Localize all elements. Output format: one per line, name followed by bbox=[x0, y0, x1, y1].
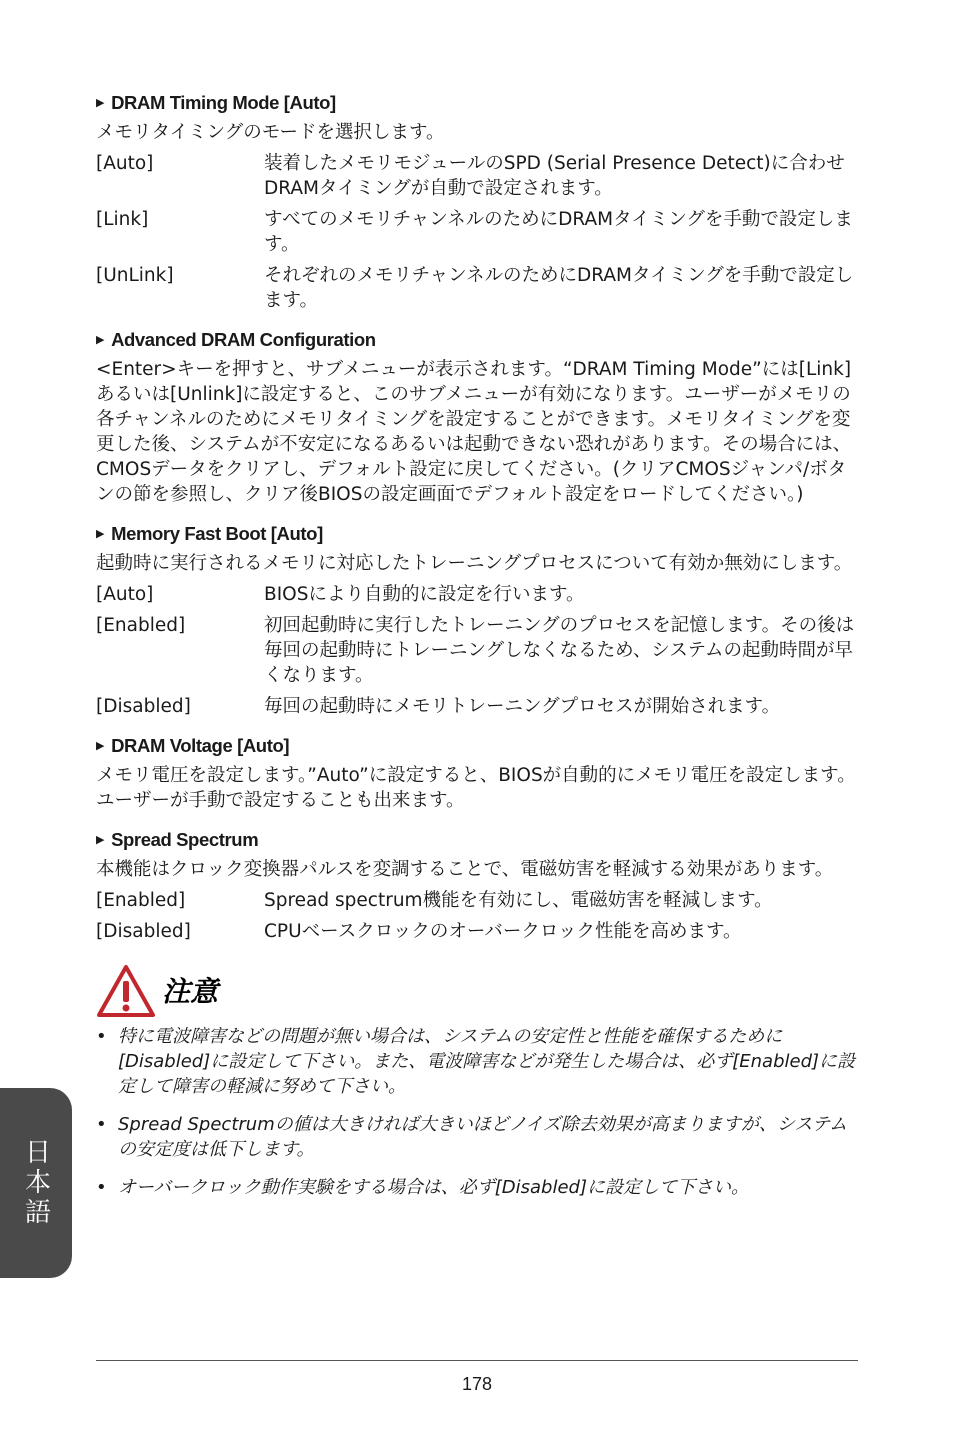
option-value: 装着したメモリモジュールのSPD (Serial Presence Detect)に合わせDRAMタイミングが自動で設定されます。 bbox=[264, 153, 845, 199]
notice-header bbox=[96, 964, 858, 1018]
option-row bbox=[96, 888, 858, 913]
footer-divider bbox=[96, 1360, 858, 1361]
bullet: • bbox=[96, 1177, 107, 1198]
warning-triangle-icon bbox=[96, 964, 156, 1018]
language-side-tab bbox=[0, 1088, 72, 1278]
section-title: DRAM Timing Mode [Auto] bbox=[111, 92, 336, 113]
section-advanced-dram-configuration bbox=[96, 327, 858, 507]
section-heading bbox=[96, 827, 858, 853]
bullet: • bbox=[96, 1026, 107, 1047]
section-heading bbox=[96, 521, 858, 547]
section-spread-spectrum bbox=[96, 827, 858, 944]
option-value: BIOSにより自動的に設定を行います。 bbox=[264, 584, 585, 605]
option-row bbox=[96, 613, 858, 688]
section-title: Advanced DRAM Configuration bbox=[111, 329, 376, 350]
section-description: 起動時に実行されるメモリに対応したトレーニングプロセスについて有効か無効にします。 bbox=[96, 553, 853, 574]
triangle-bullet-icon: ▶ bbox=[96, 97, 105, 109]
option-key: [Disabled] bbox=[96, 696, 191, 717]
notice-label: 注意 bbox=[162, 974, 219, 1008]
option-key: [Enabled] bbox=[96, 890, 186, 911]
option-row bbox=[96, 151, 858, 201]
option-value: それぞれのメモリチャンネルのためにDRAMタイミングを手動で設定します。 bbox=[264, 265, 854, 311]
section-dram-timing-mode bbox=[96, 90, 858, 313]
notice-text: Spread Spectrumの値は大きければ大きいほどノイズ除去効果が高まりますが、システムの安定度は低下します。 bbox=[118, 1114, 848, 1160]
option-value: すべてのメモリチャンネルのためにDRAMタイミングを手動で設定します。 bbox=[264, 209, 853, 255]
section-description: 本機能はクロック変換器パルスを変調することで、電磁妨害を軽減する効果があります。 bbox=[96, 859, 834, 880]
option-value: 毎回の起動時にメモリトレーニングプロセスが開始されます。 bbox=[264, 696, 781, 717]
option-value: CPUベースクロックのオーバークロック性能を高めます。 bbox=[264, 921, 742, 942]
notice-text: オーバークロック動作実験をする場合は、必ず[Disabled]に設定して下さい。 bbox=[118, 1177, 749, 1198]
option-key: [Auto] bbox=[96, 153, 154, 174]
section-heading bbox=[96, 90, 858, 116]
section-title: Spread Spectrum bbox=[111, 829, 259, 850]
triangle-bullet-icon: ▶ bbox=[96, 834, 105, 846]
triangle-bullet-icon: ▶ bbox=[96, 740, 105, 752]
option-row bbox=[96, 263, 858, 313]
page-number: 178 bbox=[461, 1374, 493, 1394]
option-key: [Auto] bbox=[96, 584, 154, 605]
section-heading bbox=[96, 733, 858, 759]
list-item bbox=[96, 1024, 858, 1099]
option-key: [UnLink] bbox=[96, 265, 174, 286]
section-description: <Enter>キーを押すと、サブメニューが表示されます。“DRAM Timing Mode”には[Link]あるいは[Unlink]に設定すると、このサブメニューが有効になります。ユーザーがメモリの各チャンネルのためにメモリタイミングを設定することができます。メモリタイミングを変更した後、システムが不安定になるあるいは起動できない恐れがあります。その場合には、CMOSデータをクリアし、デフォルト設定に戻してください。(クリアCMOSジャンパ/ボタンの節を参照し、クリア後BIOSの設定画面でデフォルト設定をロードしてください。) bbox=[96, 359, 852, 505]
option-value: 初回起動時に実行したトレーニングのプロセスを記憶します。その後は毎回の起動時にトレーニングしなくなるため、システムの起動時間が早くなります。 bbox=[264, 615, 855, 686]
notice-text: 特に電波障害などの問題が無い場合は、システムの安定性と性能を確保するために[Disabled]に設定して下さい。また、電波障害などが発生した場合は、必ず[Enabled]に設定して障害の軽減に努めて下さい。 bbox=[118, 1026, 856, 1097]
section-heading bbox=[96, 327, 858, 353]
section-description: メモリタイミングのモードを選択します。 bbox=[96, 122, 445, 143]
list-item bbox=[96, 1112, 858, 1162]
option-row bbox=[96, 582, 858, 607]
option-row bbox=[96, 207, 858, 257]
notice-list bbox=[96, 1024, 858, 1200]
option-value: Spread spectrum機能を有効にし、電磁妨害を軽減します。 bbox=[264, 890, 773, 911]
language-label: 日本語 bbox=[20, 1138, 51, 1228]
page-content bbox=[96, 90, 858, 1213]
section-memory-fast-boot bbox=[96, 521, 858, 719]
option-row bbox=[96, 919, 858, 944]
bullet: • bbox=[96, 1114, 107, 1135]
option-key: [Disabled] bbox=[96, 921, 191, 942]
option-key: [Enabled] bbox=[96, 615, 186, 636]
triangle-bullet-icon: ▶ bbox=[96, 528, 105, 540]
section-dram-voltage bbox=[96, 733, 858, 813]
section-title: DRAM Voltage [Auto] bbox=[111, 735, 290, 756]
option-row bbox=[96, 694, 858, 719]
list-item bbox=[96, 1175, 858, 1200]
option-key: [Link] bbox=[96, 209, 149, 230]
section-title: Memory Fast Boot [Auto] bbox=[111, 523, 323, 544]
section-description: メモリ電圧を設定します。”Auto”に設定すると、BIOSが自動的にメモリ電圧を設定します。ユーザーが手動で設定することも出来ます。 bbox=[96, 765, 856, 811]
triangle-bullet-icon: ▶ bbox=[96, 334, 105, 346]
